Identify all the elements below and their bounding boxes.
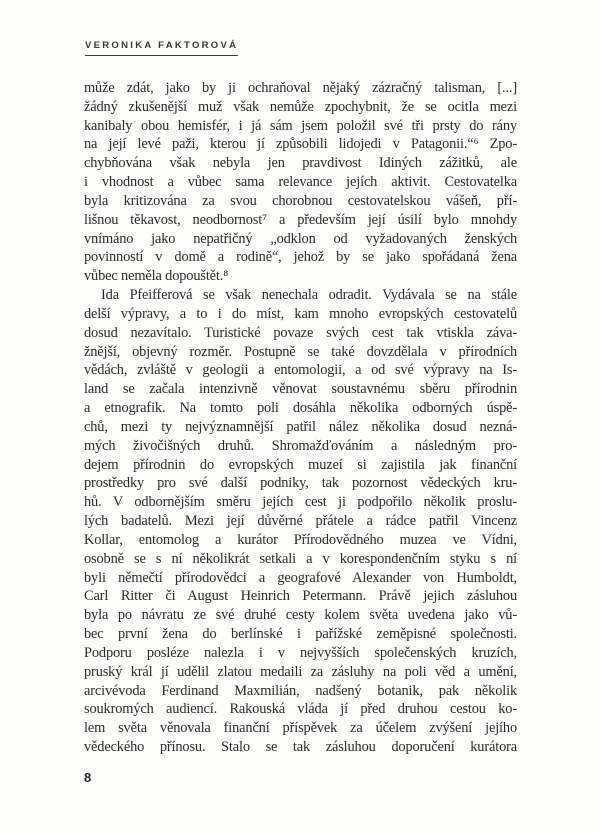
text-line: land se začala intenzivně věnovat soustavnému sběru přírodnin <box>84 381 517 398</box>
text-line: vědách, zvláště v geologii a entomologii, a od své výpravy na Is- <box>84 362 517 379</box>
text-line: osobně se s ní několikrát setkali a v korespondenčním styku s ní <box>84 550 517 567</box>
text-line: delší výpravy, a to i do míst, kam mnoho evropských cestovatelů <box>84 305 517 322</box>
text-line: chů, mezi ty nejvýznamnější patřil nález několika dosud nezná- <box>84 418 517 435</box>
text-line: žnější, objevný rozměr. Postupně se také dovzdělala v přírodních <box>84 343 517 360</box>
text-line: hů. V odbornějším směru jejích cest ji podpořilo několik proslu- <box>84 494 517 511</box>
text-line: chybňována však nebyla jen pravdivost Idiných zážitků, ale <box>84 155 517 172</box>
text-line: Podporu posléze nalezla i v nejvyšších společenských kruzích, <box>84 644 517 661</box>
text-line: na její levé paži, kterou jí způsobili lidojedi v Patagonii.“⁶ Zpo- <box>84 136 517 153</box>
text-line: Kollar, entomolog a kurátor Přírodovědného muzea ve Vídni, <box>84 531 517 548</box>
running-header: VERONIKA FAKTOROVÁ <box>85 40 238 56</box>
text-line: lých badatelů. Mezi její důvěrné přátele a rádce patřil Vincenz <box>84 513 517 530</box>
text-line: byla po návratu ze své druhé cesty kolem světa uvedena jako vů- <box>84 607 517 624</box>
text-line: a etnografik. Na tomto poli dosáhla několika odborných úspě- <box>84 400 517 417</box>
text-line: lišnou těkavost, neodbornost⁷ a především její úsilí bylo mnohdy <box>84 211 517 228</box>
text-line: mých živočišných druhů. Shromažďováním a následným pro- <box>84 437 517 454</box>
text-line: bec první žena do berlínské i pařížské zeměpisné společnosti. <box>84 626 517 643</box>
text-line: vůbec neměla dopouštět.⁸ <box>84 268 229 285</box>
text-line: povinností v domě a rodině“, jehož by se jako spořádaná žena <box>84 249 517 266</box>
paragraph <box>84 79 517 286</box>
text-line: lem světa věnovala finanční příspěvek za účelem zvýšení jejího <box>84 720 517 737</box>
text-line: vědeckého přínosu. Stalo se tak zásluhou doporučení kurátora <box>84 738 517 755</box>
text-block <box>84 79 517 757</box>
text-line: kanibaly obou hemisfér, i já sám jsem položil své tři prsty do rány <box>84 117 517 134</box>
text-line: arcivévoda Ferdinand Maxmilián, nadšený botanik, pak několik <box>84 682 517 699</box>
text-line: žádný zkušenější muž však nemůže zpochybnit, že se ocitla mezi <box>84 98 517 115</box>
page-number: 8 <box>84 770 92 785</box>
text-line: pruský král jí udělil zlatou medaili za zásluhy na poli věd a umění, <box>84 663 517 680</box>
text-line: dosud nezavítalo. Turistické povaze svých cest tak vtiskla záva- <box>84 324 517 341</box>
text-line: Ida Pfeifferová se však nenechala odradit. Vydávala se na stále <box>101 287 517 304</box>
text-line: dejem přírodnin do evropských muzeí si zajistila jak finanční <box>84 456 517 473</box>
text-line: soukromých audiencí. Rakouská vláda jí před druhou cestou ko- <box>84 701 517 718</box>
text-line: byla kritizována za svou chorobnou cestovatelskou vášeň, pří- <box>84 192 517 209</box>
paragraph <box>84 286 517 757</box>
text-line: může zdát, jako by ji ochraňoval nějaký zázračný talisman, [...] <box>84 80 517 96</box>
text-line: byli němečtí přírodovědci a geografové Alexander von Humboldt, <box>84 569 517 586</box>
text-line: Carl Ritter či August Heinrich Petermann. Právě jejich zásluhou <box>84 588 517 605</box>
text-line: vnímáno jako nepatřičný „odklon od vyžadovaných ženských <box>84 230 517 247</box>
text-line: prostředky pro své další podniky, tak pozornost vědeckých kru- <box>84 475 517 492</box>
text-line: i vhodnost a vůbec sama relevance jejích aktivit. Cestovatelka <box>84 174 517 191</box>
